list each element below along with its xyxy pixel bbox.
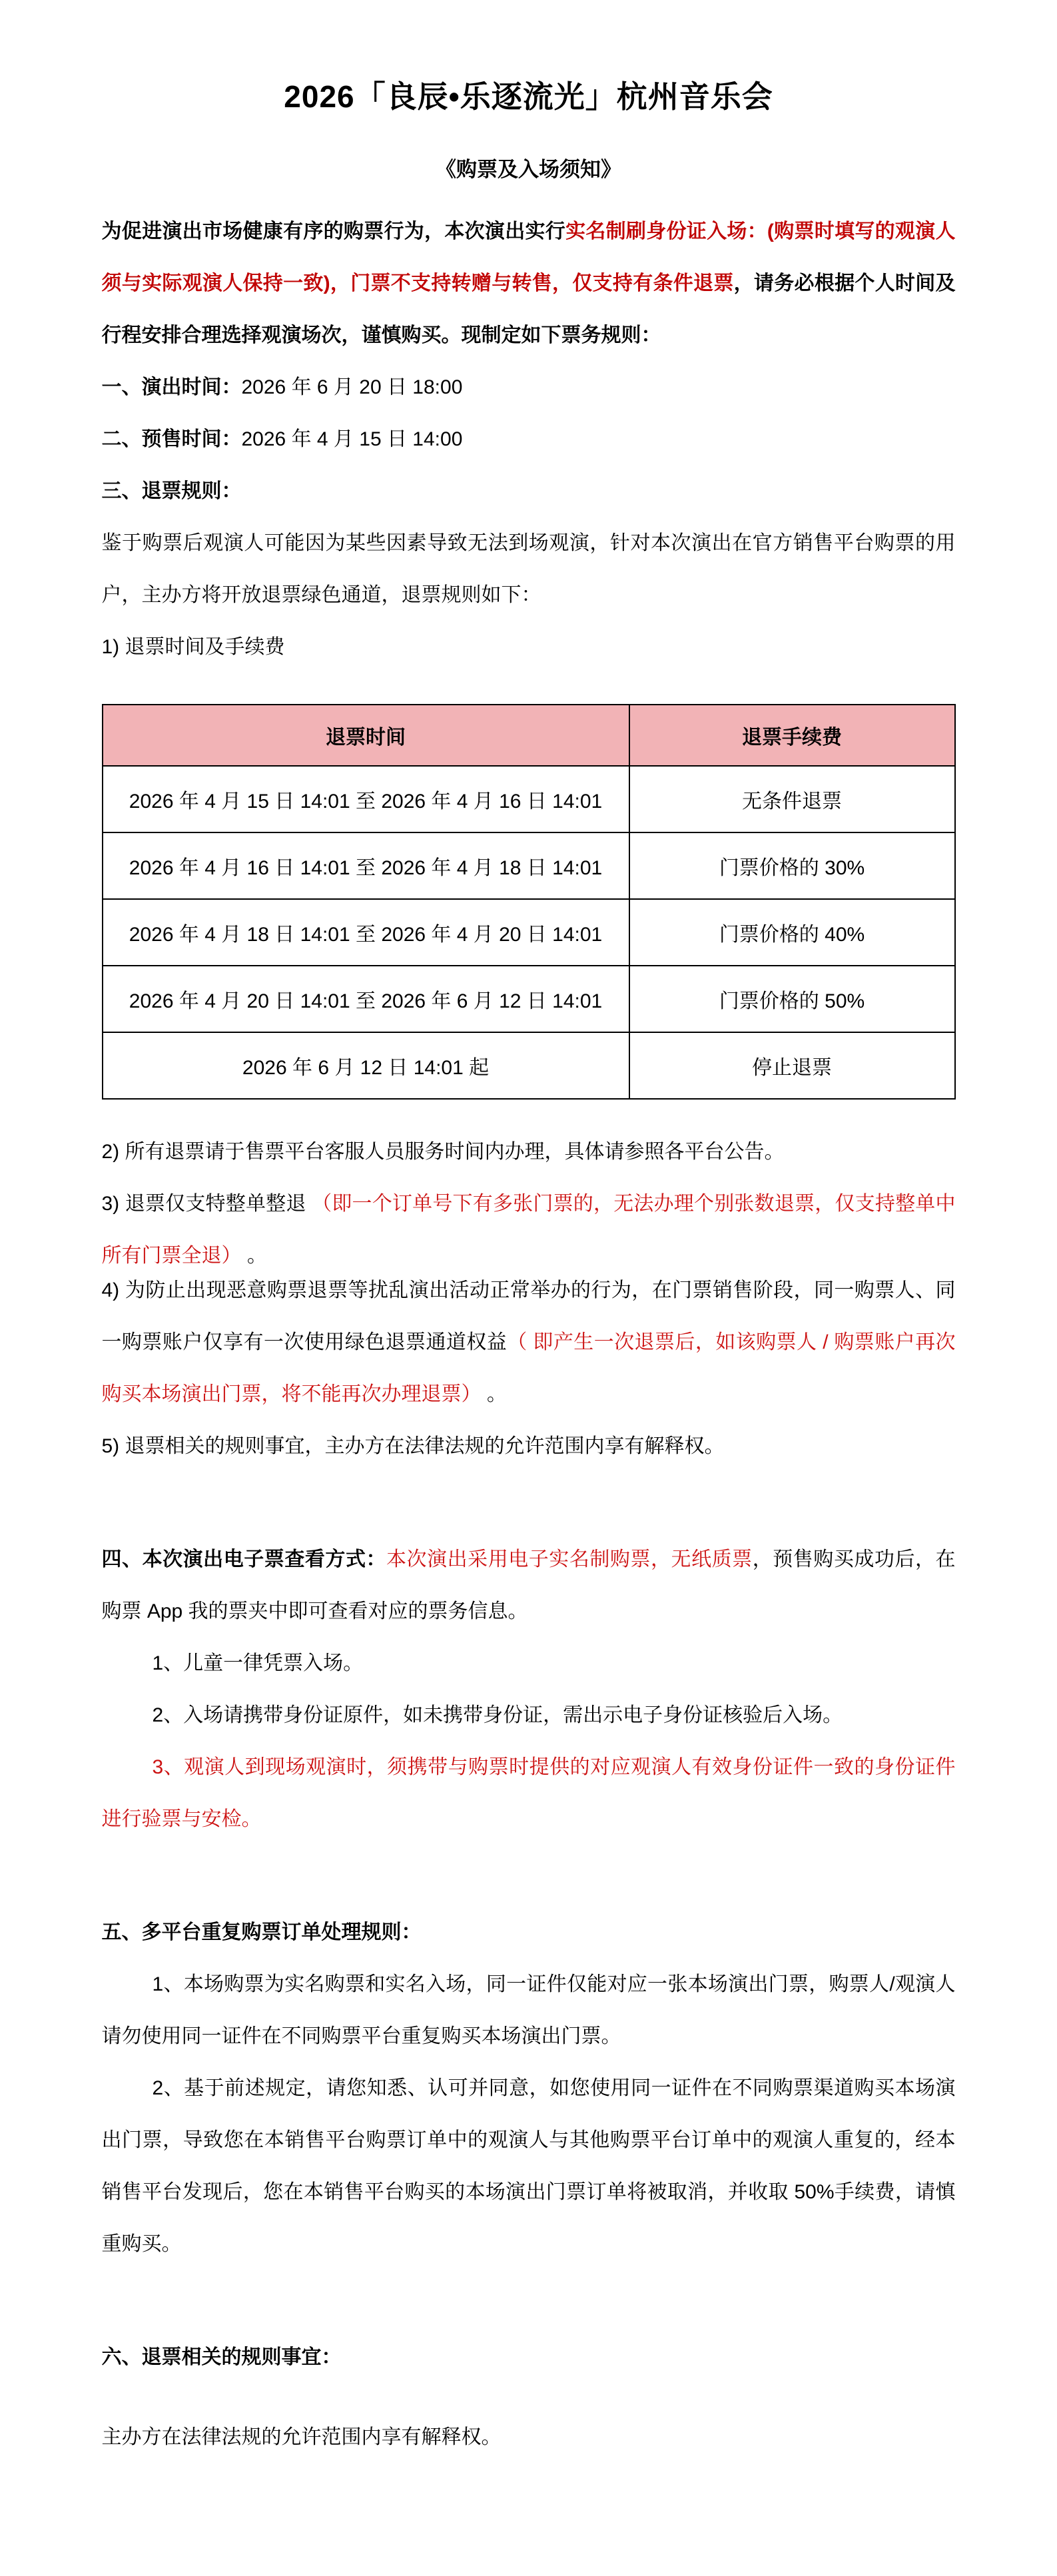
refund-rules-intro: 鉴于购票后观演人可能因为某些因素导致无法到场观演，针对本次演出在官方销售平台购票的用户，主办方将开放退票绿色通道，退票规则如下： [101, 532, 956, 607]
refund-fee-cell: 无条件退票 [629, 766, 955, 832]
eticket-item-2: 2、入场请携带身份证原件，如未携带身份证，需出示电子身份证核验后入场。 [152, 1704, 843, 1727]
eticket-highlight: 本次演出采用电子实名制购票，无纸质票 [386, 1548, 753, 1571]
table-row [103, 1032, 955, 1099]
show-time-label: 一、演出时间： [101, 376, 242, 399]
refund-table [102, 704, 956, 1100]
multi-platform-item-2: 2、基于前述规定，请您知悉、认可并同意，如您使用同一证件在不同购票渠道购买本场演出门票，导致您在本销售平台购票订单中的观演人与其他购票平台订单中的观演人重复的，经本销售平台发现后，您在本销售平台购买的本场演出门票订单将被取消，并收取 50%手续费，请慎重购买。 [101, 2077, 956, 2256]
refund-time-cell: 2026 年 4 月 16 日 14:01 至 2026 年 4 月 18 日 14:01 [103, 832, 629, 899]
intro-lead: 为促进演出市场健康有序的购票行为，本次演出实行 [101, 220, 566, 243]
refund-time-cell: 2026 年 4 月 15 日 14:01 至 2026 年 4 月 16 日 14:01 [103, 766, 629, 832]
refund-item-4 [102, 1265, 956, 1421]
refund-item-2: 2) 所有退票请于售票平台客服人员服务时间内办理，具体请参照各平台公告。 [101, 1141, 785, 1163]
refund-item-4-lead: 4) 为防止出现恶意购票退票等扰乱演出活动正常举办的行为，在门票销售阶段，同一购票人、同一购票账户仅享有一次使用绿色退票通道权益 [101, 1279, 956, 1354]
intro-highlight: 实名制刷身份证入场：(购票时填写的观演人须与实际观演人保持一致)，门票不支持转赠与转售，仅支持有条件退票 [101, 220, 956, 295]
show-time-line [102, 362, 956, 414]
refund-item-3-highlight: （即一个订单号下有多张门票的，无法办理个别张数退票，仅支持整单中所有门票全退） [101, 1193, 956, 1267]
multi-platform-item-1: 1、本场购票为实名购票和实名入场，同一证件仅能对应一张本场演出门票，购票人/观演人请勿使用同一证件在不同购票平台重复购买本场演出门票。 [101, 1973, 956, 2048]
refund-item-3-tail: 。 [246, 1245, 267, 1267]
refund-item-3-lead: 3) 退票仅支特整单整退 [101, 1193, 312, 1215]
eticket-item-3: 3、观演人到现场观演时，须携带与购票时提供的对应观演人有效身份证件一致的身份证件进行验票与安检。 [101, 1756, 956, 1831]
show-time-value: 2026 年 6 月 20 日 18:00 [241, 376, 463, 399]
final-section-heading: 六、退票相关的规则事宜： [101, 2346, 342, 2369]
document-page [102, 0, 956, 2523]
table-row [103, 832, 955, 899]
page-title: 2026「良辰•乐逐流光」杭州音乐会 [284, 79, 773, 114]
table-row [103, 766, 955, 832]
page-subtitle: 《购票及入场须知》 [436, 158, 621, 182]
refund-item-4-highlight: （ 即产生一次退票后，如该购票人 / 购票账户再次购买本场演出门票，将不能再次办理退票） [101, 1331, 956, 1406]
final-section-text: 主办方在法律法规的允许范围内享有解释权。 [101, 2426, 502, 2449]
refund-fee-cell: 门票价格的 40% [629, 899, 955, 966]
refund-table-header-fee: 退票手续费 [629, 705, 955, 766]
eticket-paragraph [102, 1534, 956, 1638]
refund-fee-cell: 停止退票 [629, 1032, 955, 1099]
presale-time-label: 二、预售时间： [101, 428, 242, 451]
refund-fee-cell: 门票价格的 50% [629, 966, 955, 1032]
refund-item-4-tail: 。 [486, 1383, 507, 1406]
refund-item-1: 1) 退票时间及手续费 [101, 636, 285, 659]
eticket-item-1: 1、儿童一律凭票入场。 [152, 1652, 364, 1675]
refund-time-cell: 2026 年 4 月 20 日 14:01 至 2026 年 6 月 12 日 14:01 [103, 966, 629, 1032]
refund-item-5: 5) 退票相关的规则事宜，主办方在法律法规的允许范围内享有解释权。 [101, 1435, 725, 1458]
table-row [103, 966, 955, 1032]
multi-platform-heading: 五、多平台重复购票订单处理规则： [101, 1921, 422, 1944]
refund-table-header-time: 退票时间 [103, 705, 629, 766]
intro-paragraph [102, 206, 956, 362]
presale-time-line [102, 414, 956, 466]
presale-time-value: 2026 年 4 月 15 日 14:00 [241, 428, 463, 451]
refund-time-cell: 2026 年 6 月 12 日 14:01 起 [103, 1032, 629, 1099]
table-row [103, 899, 955, 966]
refund-fee-cell: 门票价格的 30% [629, 832, 955, 899]
refund-rules-heading: 三、退票规则： [101, 480, 242, 503]
refund-table-header-row [103, 705, 955, 766]
refund-time-cell: 2026 年 4 月 18 日 14:01 至 2026 年 4 月 20 日 14:01 [103, 899, 629, 966]
intro-tail: ，请务必根据个人时间及行程安排合理选择观演场次，谨慎购买。现制定如下票务规则： [101, 272, 956, 347]
eticket-tail: ，预售购买成功后，在购票 App 我的票夹中即可查看对应的票务信息。 [101, 1548, 956, 1623]
eticket-heading: 四、本次演出电子票查看方式： [101, 1548, 387, 1571]
